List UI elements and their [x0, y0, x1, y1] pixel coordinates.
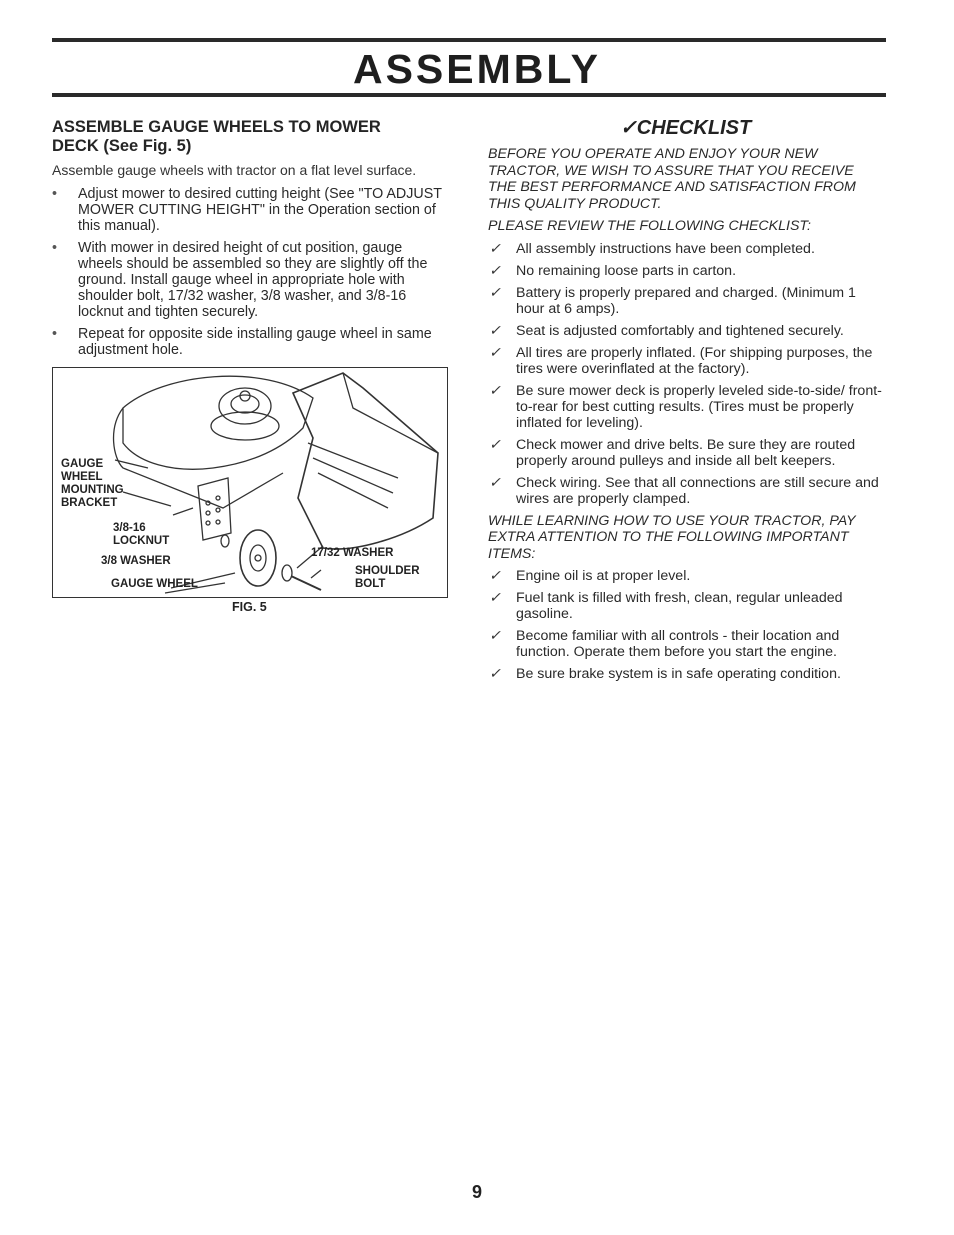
review-prompt: PLEASE REVIEW THE FOLLOWING CHECKLIST: — [488, 218, 811, 234]
shoulder-bolt — [291, 576, 321, 590]
check-mark-icon: ✓ — [489, 474, 501, 491]
figure-caption: FIG. 5 — [232, 600, 267, 614]
assembly-instructions — [52, 118, 448, 364]
check-mark-icon: ✓ — [489, 262, 501, 279]
checklist-item — [488, 285, 886, 317]
checklist-item — [488, 263, 886, 279]
checklist-item-text: Be sure mower deck is properly leveled side-to-side/ front-to-rear for best cutting results. (Tires must be properly inflated for leveling). — [516, 382, 882, 431]
top-rule — [52, 38, 886, 42]
checklist-heading: ✓CHECKLIST — [620, 117, 752, 139]
checklist-item-text: No remaining loose parts in carton. — [516, 262, 737, 279]
deck-top — [123, 376, 313, 469]
instruction-bullet — [52, 240, 448, 320]
bottom-rule — [52, 93, 886, 97]
instruction-text: With mower in desired height of cut position, gauge wheels should be assembled so they are slightly off the ground. Install gauge wheel in appropriate hole with shoulder bolt, 17/32 washer, 3/8 washer, and 3/8-16 locknut and tighten securely. — [78, 240, 428, 320]
section-heading-line-2: DECK (See Fig. 5) — [52, 137, 192, 155]
label-line: SHOULDER — [355, 565, 420, 577]
bracket-label — [61, 458, 124, 510]
locknut-label — [113, 522, 169, 548]
figure-5-illustration — [52, 367, 448, 598]
label-line: 3/8-16 — [113, 522, 146, 534]
section-heading — [52, 118, 448, 156]
checklist-item-text: Seat is adjusted comfortably and tightened securely. — [516, 322, 844, 339]
learning-item-text: Be sure brake system is in safe operating condition. — [516, 666, 841, 682]
check-mark-icon: ✓ — [489, 436, 501, 453]
checklist-item-text: Check wiring. See that all connections are still secure and wires are properly clamped. — [516, 474, 879, 507]
instruction-bullet — [52, 186, 448, 234]
check-mark-icon: ✓ — [489, 382, 501, 399]
instruction-bullet — [52, 326, 448, 358]
instruction-text: Adjust mower to desired cutting height (See "TO ADJUST MOWER CUTTING HEIGHT" in the Operation section of this manual). — [78, 186, 442, 234]
washer-1732-label: 17/32 WASHER — [311, 547, 394, 559]
learning-item — [488, 568, 886, 584]
learning-item-text: Engine oil is at proper level. — [516, 568, 691, 584]
check-mark-icon: ✓ — [489, 568, 501, 584]
checklist-item — [488, 437, 886, 469]
checklist-item — [488, 345, 886, 377]
shoulder-bolt-label — [355, 565, 420, 591]
checklist-item-text: All assembly instructions have been completed. — [516, 240, 815, 257]
discharge-chute — [293, 373, 438, 549]
check-mark-icon: ✓ — [489, 240, 501, 257]
check-mark-icon: ✓ — [489, 590, 501, 606]
checklist-section — [488, 116, 886, 688]
learning-item — [488, 666, 886, 682]
label-line: LOCKNUT — [113, 535, 170, 547]
bullet-marker: • — [52, 240, 58, 256]
learning-item-text: Become familiar with all controls - their location and function. Operate them before you start the engine. — [516, 628, 840, 660]
checklist-item-text: All tires are properly inflated. (For shipping purposes, the tires were overinflated at the factory). — [516, 344, 873, 377]
checklist-item — [488, 383, 886, 431]
checklist-item — [488, 475, 886, 507]
learning-item — [488, 628, 886, 660]
washer — [282, 565, 292, 581]
check-mark-icon: ✓ — [489, 666, 501, 682]
section-heading-line-1: ASSEMBLE GAUGE WHEELS TO MOWER — [52, 118, 381, 136]
mounting-bracket — [198, 478, 231, 540]
pulley — [219, 388, 271, 424]
checklist-item — [488, 323, 886, 339]
gauge-wheel — [240, 530, 276, 586]
learning-item-text: Fuel tank is filled with fresh, clean, regular unleaded gasoline. — [516, 590, 843, 622]
learning-heading: WHILE LEARNING HOW TO USE YOUR TRACTOR, PAY EXTRA ATTENTION TO THE FOLLOWING IMPORTANT ITEMS: — [488, 512, 856, 562]
page-number: 9 — [471, 1182, 482, 1202]
washer-38-label: 3/8 WASHER — [101, 555, 171, 567]
check-mark-icon: ✓ — [489, 628, 501, 644]
intro-text: Assemble gauge wheels with tractor on a flat level surface. — [52, 162, 417, 178]
instruction-text: Repeat for opposite side installing gauge wheel in same adjustment hole. — [78, 326, 432, 358]
label-line: BOLT — [355, 578, 386, 590]
check-mark-icon: ✓ — [489, 284, 501, 301]
checklist-item-text: Battery is properly prepared and charged. (Minimum 1 hour at 6 amps). — [516, 284, 856, 317]
bullet-marker: • — [52, 326, 58, 342]
checklist-item — [488, 241, 886, 257]
label-line: GAUGE — [61, 458, 104, 470]
gauge-wheel-label: GAUGE WHEEL — [111, 578, 198, 590]
check-mark-icon: ✓ — [489, 344, 501, 361]
checklist-intro: BEFORE YOU OPERATE AND ENJOY YOUR NEW TRACTOR, WE WISH TO ASSURE THAT YOU RECEIVE THE BEST PERFORMANCE AND SATISFACTION FROM THIS QUALITY PRODUCT. — [488, 146, 856, 212]
label-line: WHEEL — [61, 471, 103, 483]
label-line: MOUNTING — [61, 484, 124, 496]
checklist-item-text: Check mower and drive belts. Be sure they are routed properly around pulleys and inside all belt keepers. — [516, 436, 856, 469]
learning-item — [488, 590, 886, 622]
page-title: ASSEMBLY — [352, 46, 602, 92]
check-mark-icon: ✓ — [489, 322, 501, 339]
bullet-marker: • — [52, 186, 58, 202]
label-line: BRACKET — [61, 497, 118, 509]
